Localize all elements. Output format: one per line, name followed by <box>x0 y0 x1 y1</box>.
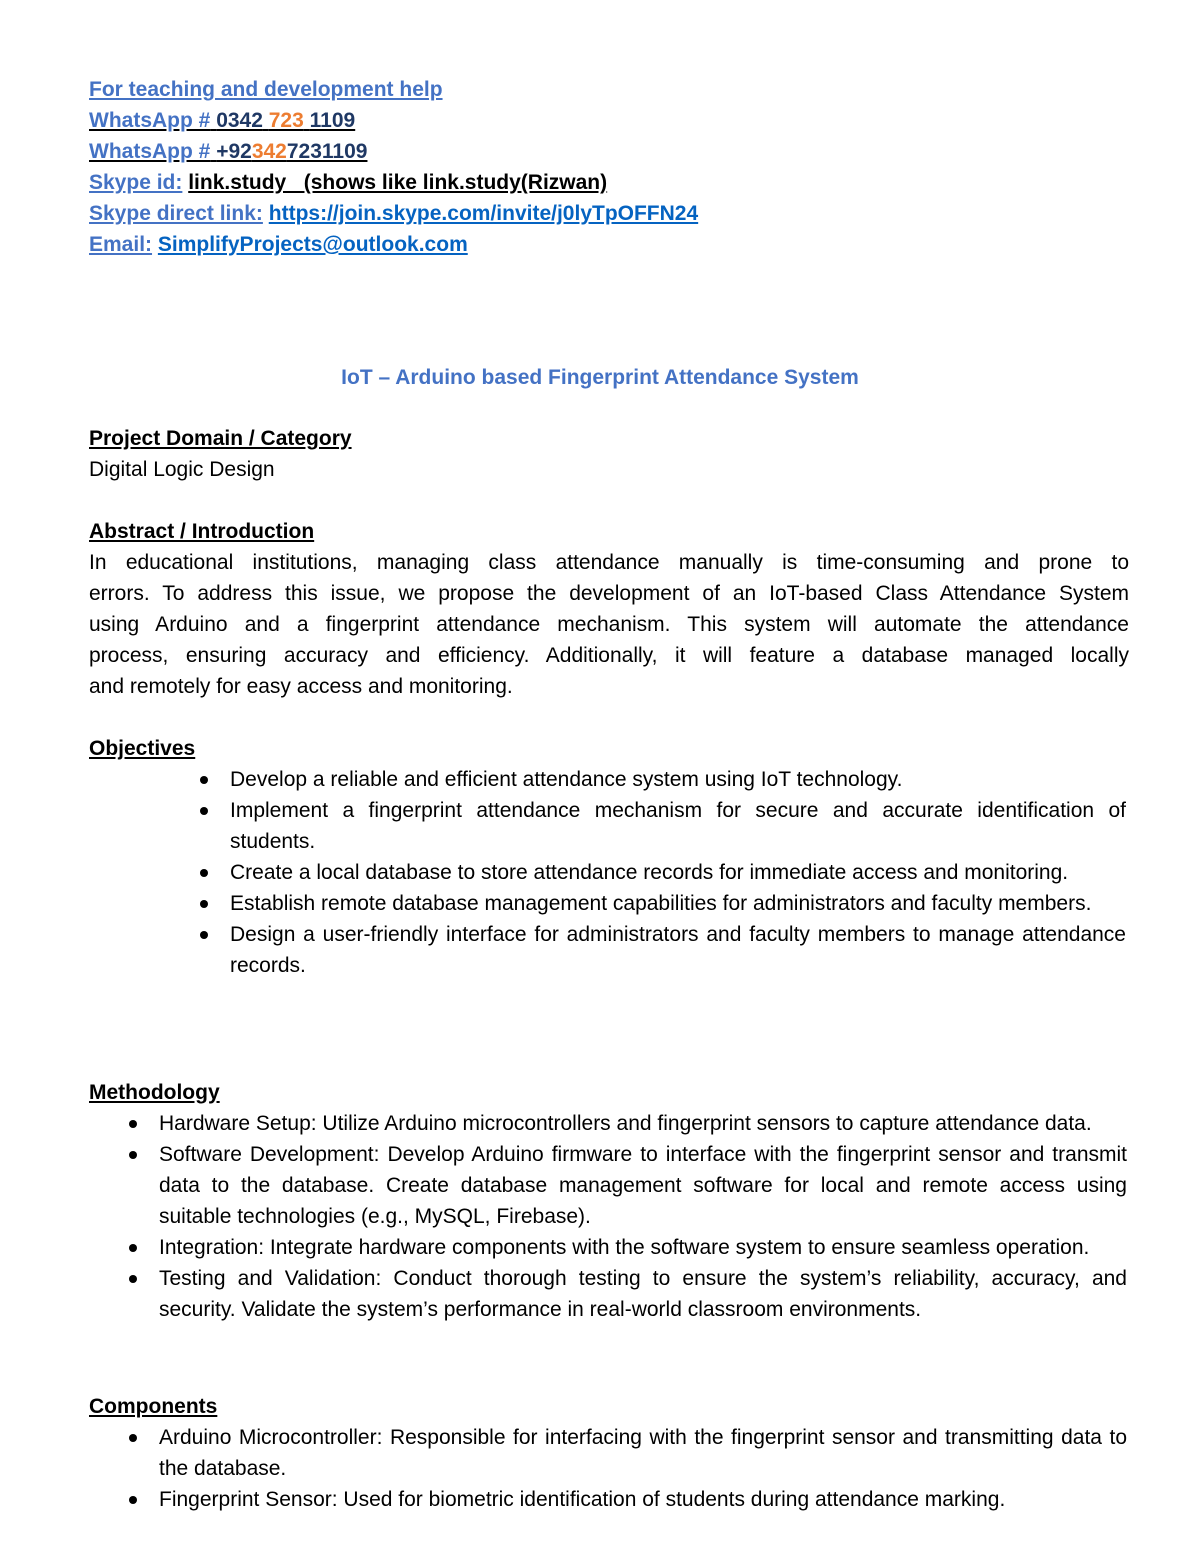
abstract-heading: Abstract / Introduction <box>89 520 315 543</box>
domain-text: Digital Logic Design <box>89 458 275 481</box>
list-item: Establish remote database management capabilities for administrators and faculty members. <box>89 888 1126 919</box>
list-item: Hardware Setup: Utilize Arduino microcontrollers and fingerprint sensors to capture attendance data. <box>89 1108 1127 1139</box>
whatsapp-label: WhatsApp # <box>89 140 211 163</box>
help-line: For teaching and development help <box>89 78 443 101</box>
skype-id-line: Skype id: link.study (shows like link.study(Rizwan) <box>89 171 608 194</box>
list-item: Integration: Integrate hardware components with the software system to ensure seamless operation. <box>89 1232 1127 1263</box>
whatsapp-line-2: WhatsApp # +923427231109 <box>89 140 368 163</box>
list-item: Create a local database to store attendance records for immediate access and monitoring. <box>89 857 1126 888</box>
methodology-section <box>89 1077 1129 1325</box>
skype-link-line: Skype direct link: https://join.skype.com/invite/j0lyTpOFFN24 <box>89 202 699 225</box>
skype-id-value: link.study (shows like link.study(Rizwan) <box>188 171 608 194</box>
list-item: Testing and Validation: Conduct thorough testing to ensure the system’s reliability, accuracy, and security. Validate the system’s performance in real-world classroom environments. <box>89 1263 1127 1325</box>
email-line: Email: SimplifyProjects@outlook.com <box>89 233 468 256</box>
objectives-section <box>89 733 1129 981</box>
bullet-icon <box>129 1275 137 1283</box>
domain-heading: Project Domain / Category <box>89 427 352 450</box>
list-item: Develop a reliable and efficient attendance system using IoT technology. <box>89 764 1126 795</box>
bullet-icon <box>200 807 208 815</box>
domain-section <box>89 423 1129 485</box>
components-section <box>89 1391 1129 1515</box>
bullet-icon <box>129 1434 137 1442</box>
list-item: Software Development: Develop Arduino firmware to interface with the fingerprint sensor and transmit data to the database. Create database management software for local and remote access using suitable technologies (e.g., MySQL, Firebase). <box>89 1139 1127 1232</box>
components-heading: Components <box>89 1395 218 1418</box>
bullet-icon <box>129 1496 137 1504</box>
bullet-icon <box>129 1244 137 1252</box>
skype-link[interactable]: https://join.skype.com/invite/j0lyTpOFFN24 <box>268 202 699 225</box>
methodology-heading: Methodology <box>89 1081 220 1104</box>
objectives-heading: Objectives <box>89 737 196 760</box>
contact-block <box>89 74 1129 260</box>
bullet-icon <box>129 1151 137 1159</box>
objectives-list <box>89 764 1129 981</box>
email-link[interactable]: SimplifyProjects@outlook.com <box>157 233 468 256</box>
abstract-section <box>89 516 1129 702</box>
abstract-paragraph: In educational institutions, managing class attendance manually is time-consuming and prone to errors. To address this issue, we propose the development of an IoT-based Class Attendance System using Arduino and a fingerprint attendance mechanism. This system will automate the attendance process, ensuring accuracy and efficiency. Additionally, it will feature a database managed locally and remotely for easy access and monitoring. <box>89 551 1129 698</box>
components-list <box>89 1422 1129 1515</box>
list-item: Fingerprint Sensor: Used for biometric identification of students during attendance marking. <box>89 1484 1127 1515</box>
bullet-icon <box>200 931 208 939</box>
list-item: Design a user-friendly interface for administrators and faculty members to manage attendance records. <box>89 919 1126 981</box>
bullet-icon <box>200 900 208 908</box>
list-item: Implement a fingerprint attendance mechanism for secure and accurate identification of students. <box>89 795 1126 857</box>
methodology-list <box>89 1108 1129 1325</box>
whatsapp-label: WhatsApp # <box>89 109 211 132</box>
bullet-icon <box>200 869 208 877</box>
list-item: Arduino Microcontroller: Responsible for interfacing with the fingerprint sensor and transmitting data to the database. <box>89 1422 1127 1484</box>
bullet-icon <box>200 776 208 784</box>
bullet-icon <box>129 1120 137 1128</box>
whatsapp-line-1: WhatsApp # 0342 723 1109 <box>89 109 356 132</box>
document-title: IoT – Arduino based Fingerprint Attendance System <box>341 366 859 389</box>
